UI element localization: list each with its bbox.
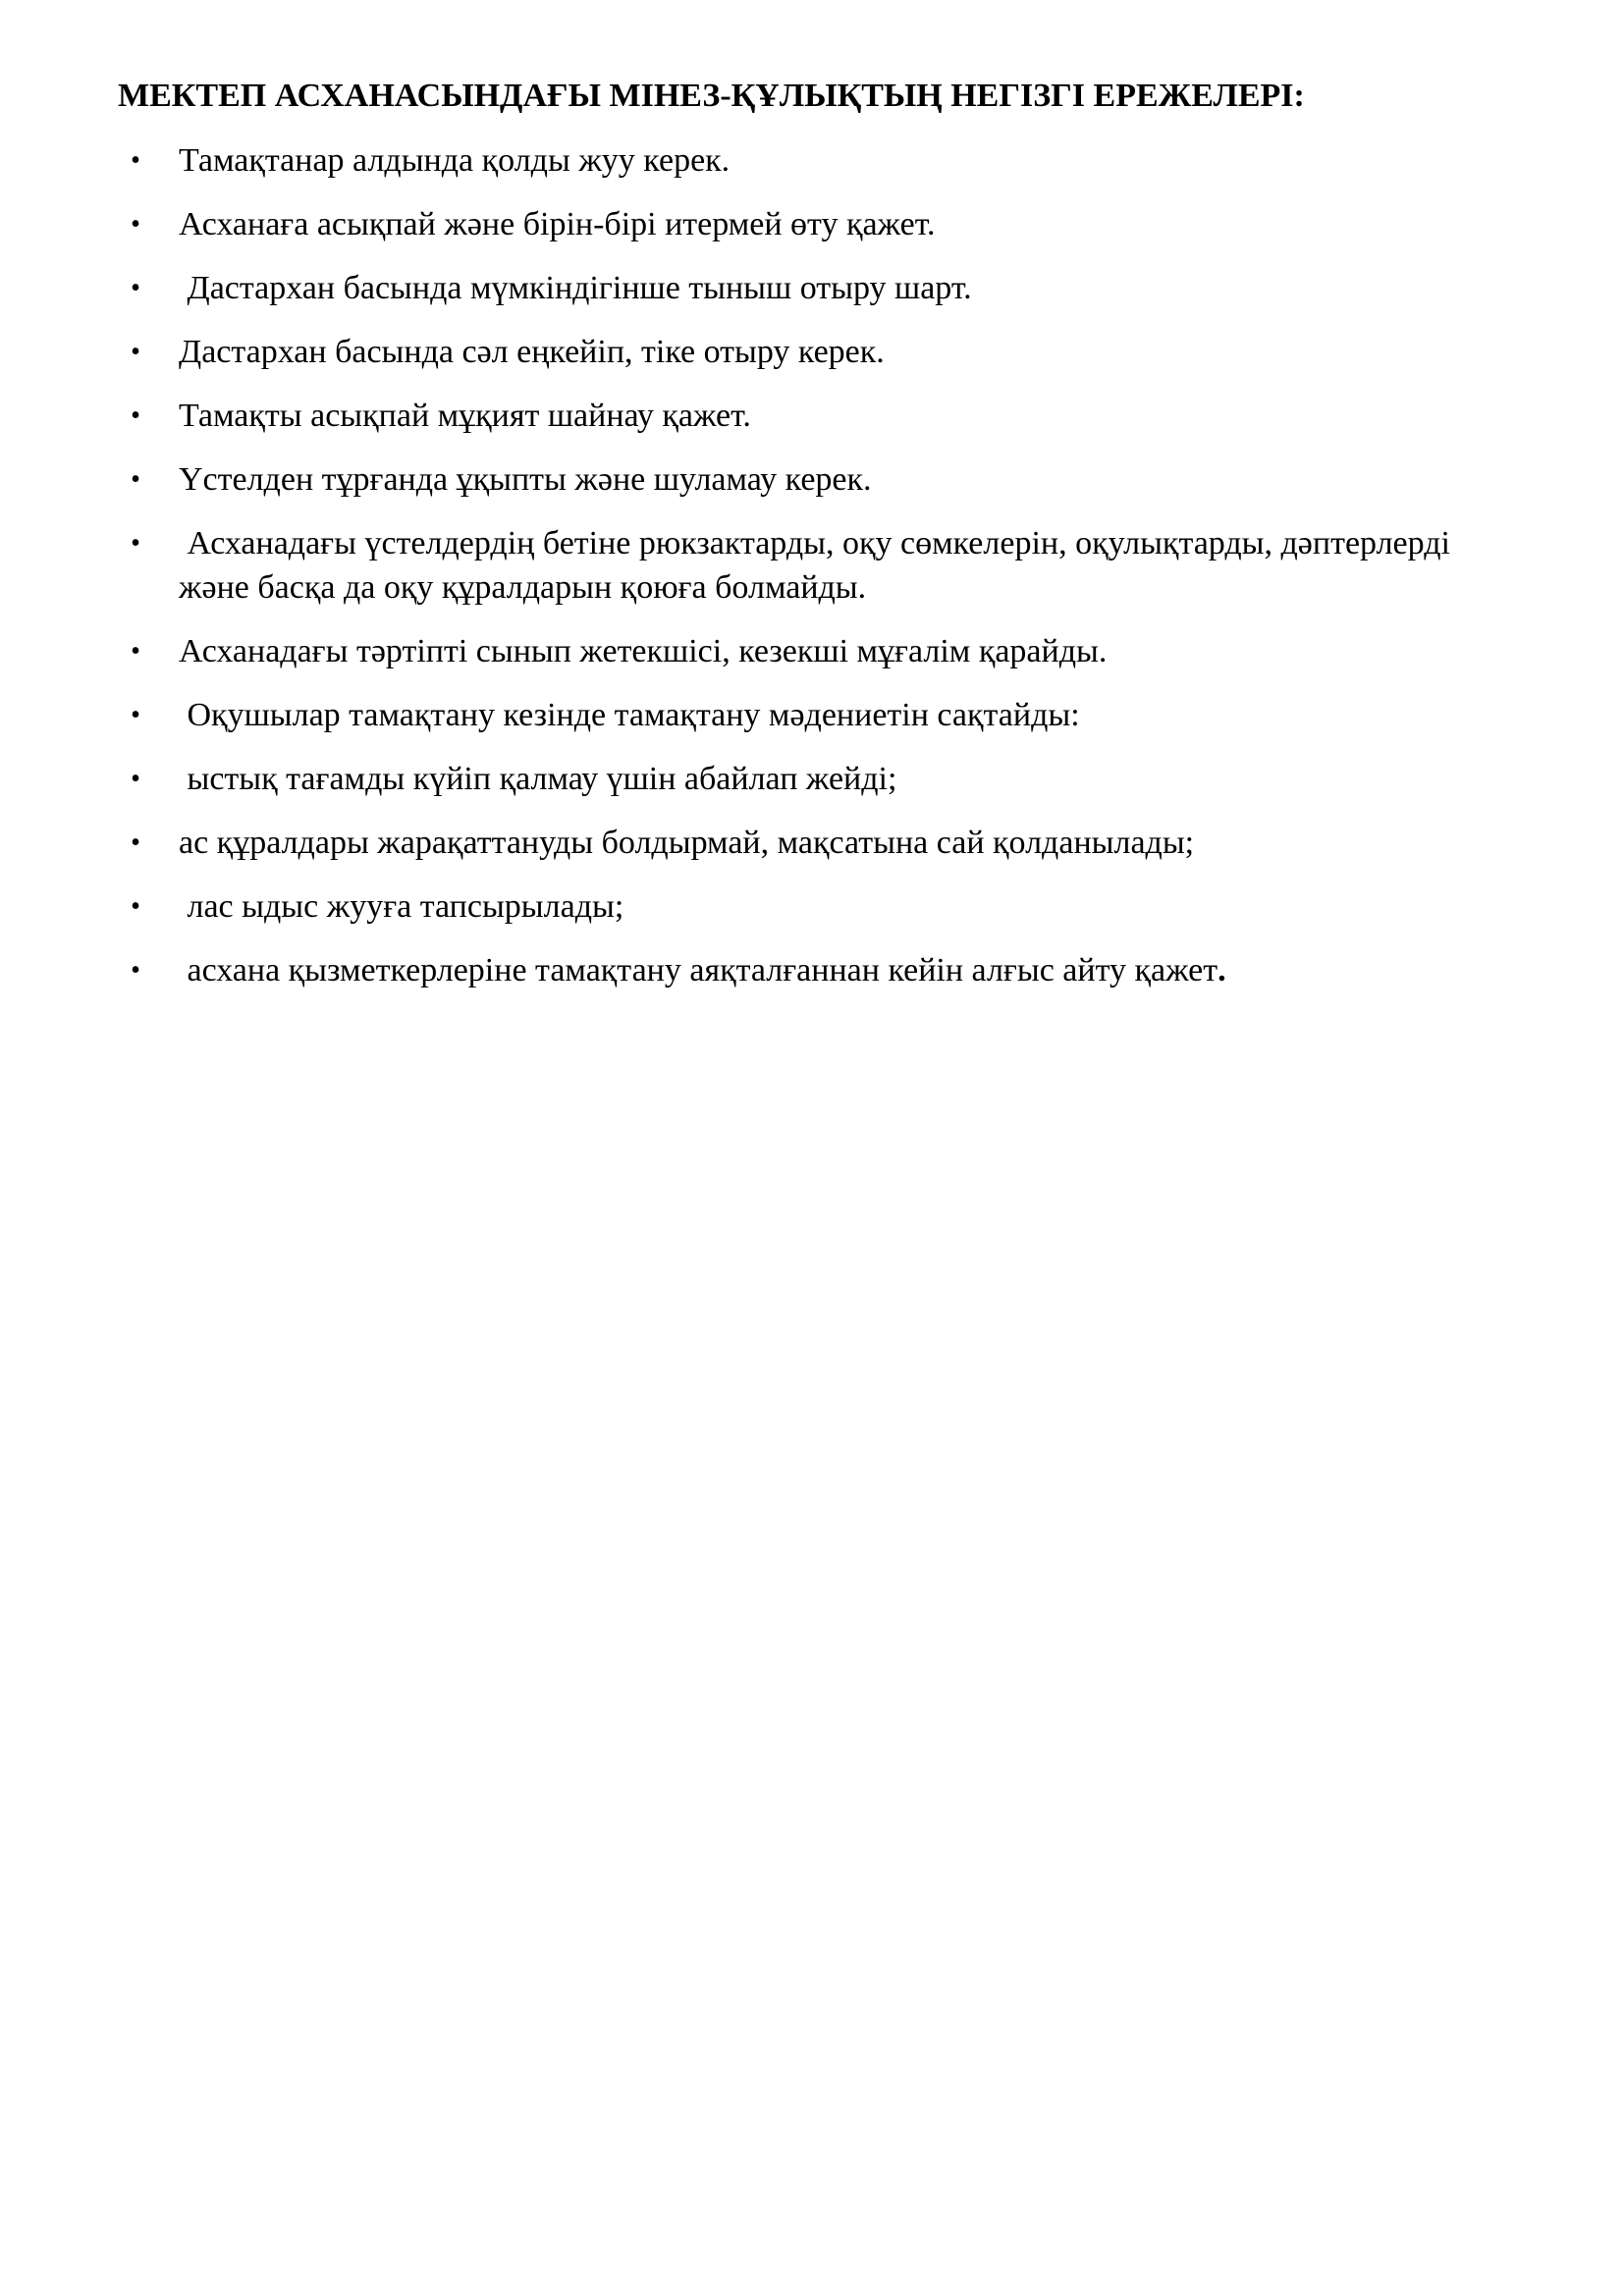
rule-item [0,757,1624,801]
bullet-icon: • [131,891,140,922]
rule-item [0,629,1624,673]
bullet-icon: • [131,145,140,176]
rule-text: лас ыдыс жууға тапсырылады; [187,888,624,925]
rule-item [0,202,1624,246]
bullet-icon: • [131,337,140,367]
rule-text: Асханаға асықпай және бірін-бірі итермей өту қажет. [179,206,936,242]
rule-item [0,884,1624,929]
rule-item [0,521,1624,610]
rule-item [0,394,1624,438]
bullet-icon: • [131,700,140,730]
bullet-icon: • [131,955,140,986]
bullet-icon: • [131,273,140,303]
rule-item [0,948,1624,992]
bullet-icon: • [131,828,140,858]
bullet-icon: • [131,209,140,240]
bullet-icon: • [131,636,140,667]
rule-text: Дастархан басында мүмкіндігінше тыныш отыру шарт. [187,270,972,306]
rule-item [0,821,1624,865]
rule-text: ыстық тағамды күйіп қалмау үшін абайлап жейді; [187,761,897,797]
bullet-icon: • [131,528,140,559]
rule-text: ас құралдары жарақаттануды болдырмай, мақсатына сай қолданылады; [179,825,1195,861]
rule-item [0,138,1624,183]
rule-item [0,266,1624,310]
bullet-icon: • [131,764,140,794]
rule-text: Тамақтанар алдында қолды жуу керек. [179,142,731,179]
rules-list [0,138,1624,1012]
rule-text: Асханадағы тәртіпті сынып жетекшісі, кезекші мұғалім қарайды. [179,633,1108,669]
rule-text: Оқушылар тамақтану кезінде тамақтану мәдениетін сақтайды: [187,697,1080,733]
rule-text: Асханадағы үстелдердің бетіне рюкзактарды, оқу сөмкелерін, оқулықтарды, дәптерлерді және басқа да оқу құралдарын қоюға болмайды. [179,525,1450,606]
rule-item [0,330,1624,374]
page-title: МЕКТЕП АСХАНАСЫНДАҒЫ МІНЕЗ-ҚҰЛЫҚТЫҢ НЕГІЗГІ ЕРЕЖЕЛЕРІ: [118,78,1305,114]
rule-item [0,693,1624,737]
bullet-icon: • [131,400,140,431]
rule-text: Үстелден тұрғанда ұқыпты және шуламау керек. [179,461,872,498]
rule-item [0,457,1624,502]
bullet-icon: • [131,464,140,495]
rule-text: Тамақты асықпай мұқият шайнау қажет. [179,398,751,434]
rule-text: асхана қызметкерлеріне тамақтану аяқталғаннан кейін алғыс айту қажет. [187,952,1226,988]
rule-text: Дастархан басында сәл еңкейіп, тіке отыру керек. [179,334,885,370]
